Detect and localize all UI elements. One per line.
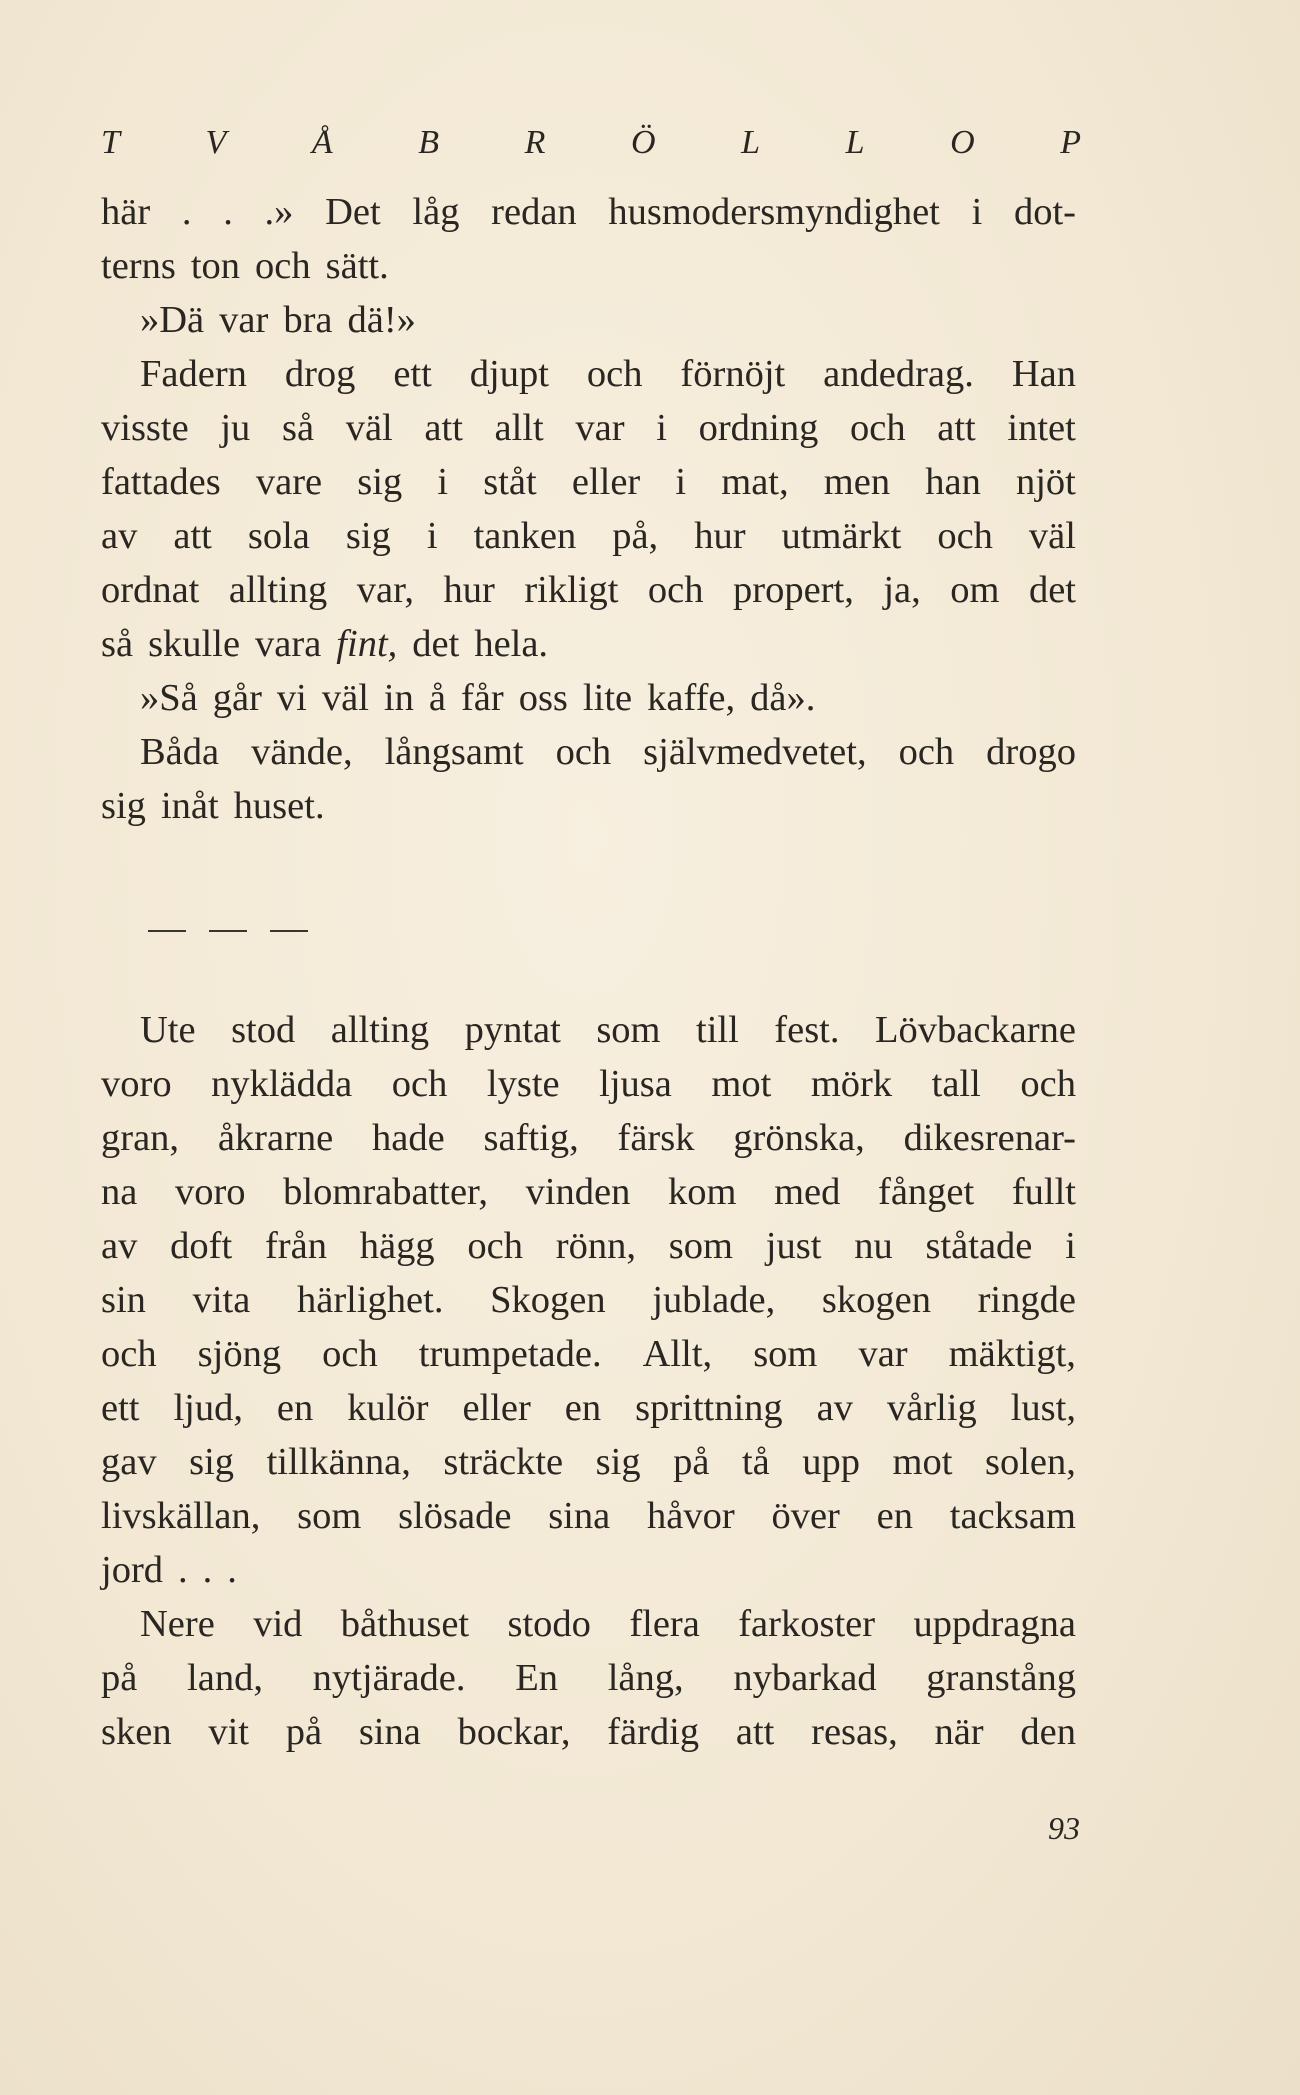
separator-dash — [270, 930, 308, 932]
text-line: livskällan, som slösade sina håvor över en tacksam — [101, 1495, 1076, 1537]
text-line: här . . .» Det låg redan husmodersmyndighet i dot- — [101, 191, 1076, 233]
text-line: jord . . . — [101, 1549, 237, 1591]
section-separator — [148, 930, 308, 932]
running-head-letter: Å — [311, 124, 333, 161]
text-line: ett ljud, en kulör eller en sprittning av vårlig lust, — [101, 1387, 1076, 1429]
running-head — [101, 124, 1081, 162]
text-line: av doft från hägg och rönn, som just nu ståtade i — [101, 1225, 1076, 1267]
text-line: och sjöng och trumpetade. Allt, som var mäktigt, — [101, 1333, 1076, 1375]
running-head-letter: L — [845, 124, 865, 161]
running-head-letter: O — [950, 124, 975, 161]
text-line: på land, nytjärade. En lång, nybarkad granstång — [101, 1657, 1076, 1699]
text-line: terns ton och sätt. — [101, 245, 389, 287]
text-line: »Så går vi väl in å får oss lite kaffe, då». — [140, 677, 816, 719]
text-line: Nere vid båthuset stodo flera farkoster uppdragna — [140, 1603, 1076, 1645]
text-line: na voro blomrabatter, vinden kom med fånget fullt — [101, 1171, 1076, 1213]
text-line: gran, åkrarne hade saftig, färsk grönska, dikesrenar- — [101, 1117, 1076, 1159]
text-line: av att sola sig i tanken på, hur utmärkt och väl — [101, 515, 1076, 557]
running-head-letter: R — [524, 124, 546, 161]
text-line: ordnat allting var, hur rikligt och propert, ja, om det — [101, 569, 1076, 611]
separator-dash — [148, 930, 186, 932]
text-line: visste ju så väl att allt var i ordning och att intet — [101, 407, 1076, 449]
text-line: Båda vände, långsamt och självmedvetet, och drogo — [140, 731, 1076, 773]
text-line: fattades vare sig i ståt eller i mat, men han njöt — [101, 461, 1076, 503]
text-line: Fadern drog ett djupt och förnöjt andedrag. Han — [140, 353, 1076, 395]
text-line: sken vit på sina bockar, färdig att resas, när den — [101, 1711, 1076, 1753]
running-head-letter: L — [741, 124, 760, 161]
running-head-letter: P — [1060, 124, 1081, 161]
text-line: sig inåt huset. — [101, 785, 325, 827]
text-line: sin vita härlighet. Skogen jublade, skogen ringde — [101, 1279, 1076, 1321]
text-line: Ute stod allting pyntat som till fest. Lövbackarne — [140, 1009, 1076, 1051]
running-head-letter: Ö — [630, 124, 656, 161]
text-line: »Dä var bra dä!» — [140, 299, 416, 341]
text-line: så skulle vara fint, det hela. — [101, 623, 549, 665]
text-line: gav sig tillkänna, sträckte sig på tå upp mot solen, — [101, 1441, 1076, 1483]
separator-dash — [209, 930, 247, 932]
running-head-letter: T — [101, 124, 120, 161]
page-number: 93 — [1048, 1810, 1080, 1846]
text-line: voro nyklädda och lyste ljusa mot mörk tall och — [101, 1063, 1076, 1105]
running-head-letter: V — [205, 124, 227, 161]
running-head-letter: B — [418, 124, 439, 161]
